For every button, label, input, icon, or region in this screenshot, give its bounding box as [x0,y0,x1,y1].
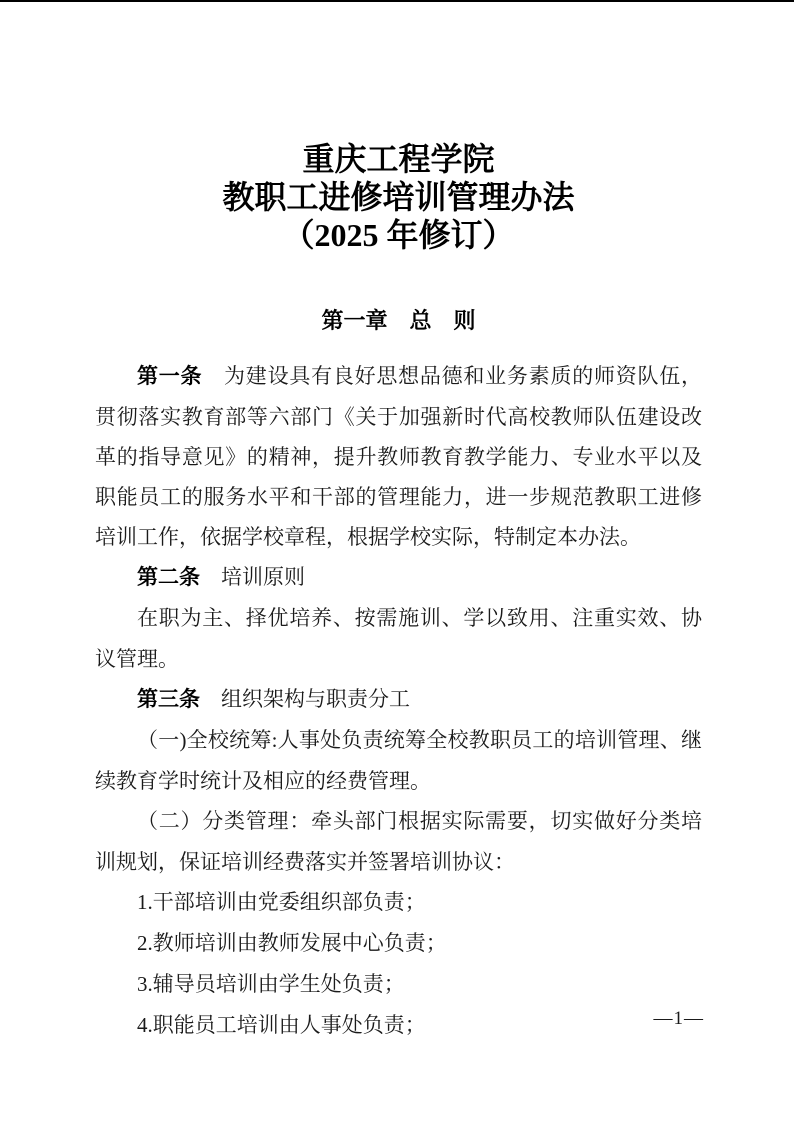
document-body [95,356,702,1046]
title-line-2: 教职工进修培训管理办法 [222,179,575,215]
chapter-heading: 第一章 总 则 [321,308,476,333]
paragraph-article-2-body [95,598,702,679]
article-1-lead: 第一条 [137,365,203,388]
paragraph-text: （一)全校统筹:人事处负责统筹全校教职员工的培训管理、继续教育学时统计及相应的经费管理。 [95,728,702,793]
title-line-1: 重庆工程学院 [302,141,495,177]
paragraph-article-3 [95,679,702,720]
paragraph-subitem-1 [95,882,702,923]
paragraph-text: 4.职能员工培训由人事处负责； [137,1013,426,1037]
paragraph-item-2 [95,801,702,882]
paragraph-text: 1.干部培训由党委组织部负责； [137,890,426,914]
paragraph-item-1 [95,720,702,801]
paragraph-subitem-4 [95,1005,702,1046]
paragraph-text: 2.教师培训由教师发展中心负责； [137,931,447,955]
document-title [95,140,702,254]
title-line-3: （2025 年修订） [282,217,515,253]
paragraph-subitem-3 [95,964,702,1005]
paragraph-article-1 [95,356,702,557]
page-number: —1— [653,1008,704,1029]
article-3-text: 组织架构与职责分工 [221,687,410,711]
paragraph-subitem-2 [95,923,702,964]
article-2-lead: 第二条 [137,566,200,589]
article-1-text: 为建设具有良好思想品德和业务素质的师资队伍，贯彻落实教育部等六部门《关于加强新时代高校教师队伍建设改革的指导意见》的精神，提升教师教育教学能力、专业水平以及职能员工的服务水平和干部的管理能力，进一步规范教职工进修培训工作，依据学校章程，根据学校实际，特制定本办法。 [95,364,703,549]
article-2-text: 培训原则 [221,565,305,589]
paragraph-text: 3.辅导员培训由学生处负责； [137,972,405,996]
scan-edge-artifact [0,0,794,2]
paragraph-text: 在职为主、择优培养、按需施训、学以致用、注重实效、协议管理。 [95,606,702,671]
paragraph-article-2 [95,557,702,598]
article-3-lead: 第三条 [137,688,200,711]
paragraph-text: （二）分类管理：牵头部门根据实际需要，切实做好分类培训规划，保证培训经费落实并签署培训协议： [95,809,702,874]
